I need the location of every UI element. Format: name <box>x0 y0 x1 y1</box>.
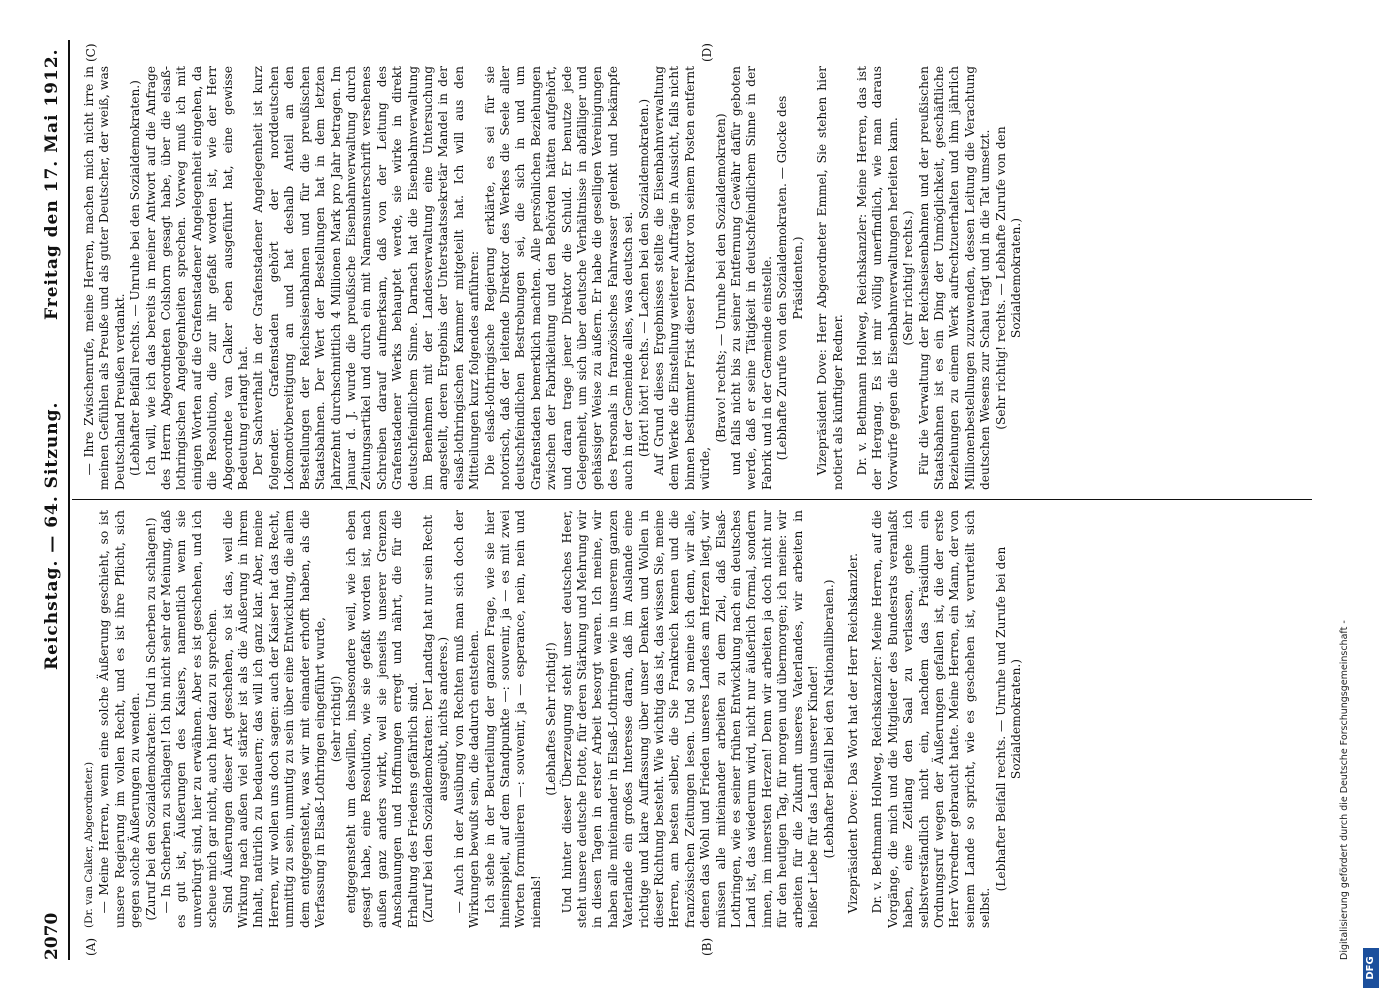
paragraph: — Meine Herren, wenn eine solche Äußerung geschieht, so ist unsere Regierung im vollen Recht, und es ist ihre Pflicht, sich gegen solche Äußerungen zu wenden. <box>97 510 143 928</box>
paragraph: und falls nicht bis zu seiner Entfernung Gewähr dafür geboten werde, daß er seine Tätigkeit in deutschfeindlichem Sinne in der Fabrik und in der Gemeinde einstelle. <box>729 66 774 490</box>
interjection: (Lebhafter Beifall bei den Nationalliberalen.) <box>821 579 836 859</box>
interjection: (sehr richtig!) <box>328 675 343 763</box>
interjection: (Sehr richtig! rechts. — Lebhafte Zurufe von den Sozialdemokraten.) <box>993 126 1023 430</box>
margin-mark-d: (D) <box>700 43 714 62</box>
interjection: (Lebhafter Beifall rechts. — Unruhe bei den Sozialdemokraten.) <box>128 80 143 476</box>
header-rule <box>68 40 70 960</box>
paragraph: Für die Verwaltung der Reichseisenbahnen und der preußischen Staatsbahnen ist es ein Ding der Unmöglichkeit, geschäftliche Beziehungen zu einem Werk aufrechtzuerhalten und ihm jährlich Millionenbestellungen zuzuwenden, dessen Leitung die Verachtung deutschen Wesens zur Schau trägt und in die Tat umsetzt. <box>916 66 993 490</box>
interjection: (Sehr richtig! rechts.) <box>901 210 916 346</box>
page-number: 2070 <box>42 912 62 960</box>
header-right-title: Freitag den 17. Mai 1912. <box>42 48 62 320</box>
paragraph: Auf Grund dieses Ergebnisses stellte die Eisenbahnverwaltung dem Werke die Einstellung weiterer Aufträge in Aussicht, falls nicht binnen bestimmter Frist dieser Direktor von seinem Posten entfernt würde, <box>652 66 713 490</box>
interjection: (Lebhafter Beifall rechts. — Unruhe und Zurufe bei den Sozialdemokraten.) <box>993 546 1023 892</box>
president-statement: Vizepräsident Dove: Herr Abgeordneter Emmel, Sie stehen hier notiert als künftiger Redner. <box>815 66 845 490</box>
left-column <box>82 510 1312 928</box>
paragraph: Die elsaß-lothringische Regierung erklärte, es sei für sie notorisch, daß der leitende Direktor des Werkes die Seele aller deutschfeindlichen Bestrebungen sei, die sich in und um Grafenstaden bemerklich machten. Alle persönlichen Beziehungen zwischen der Fabrikleitung und den Behörden hätten aufgehört, und daran trage jener Direktor die Schuld. Er benutze jede Gelegenheit, um sich über deutsche Verhältnisse in abfälliger und gehässiger Weise zu äußern. Er habe die geselligen Vereinigungen des Personals in französisches Fahrwasser gelenkt und bekämpfe auch in der Gemeinde alles, was deutsch sei. <box>482 66 636 490</box>
header-left-title: Reichstag. — 64. Sitzung. <box>42 401 62 670</box>
speaker-note: (Dr. van Calker, Abgeordneter.) <box>83 761 95 928</box>
margin-mark-a: (A) <box>84 937 98 956</box>
paragraph: Sind Äußerungen dieser Art geschehen, so ist das, weil die Wirkung nach außen viel stärker ist als die Äußerung in ihrem Inhalt, natürlich zu bedauern; das will ich ganz klar. Aber, meine Herren, wir wollen uns doch sagen: auch der Kaiser hat das Recht, unmittig zu sein, unmutig zu sein über eine Entwicklung, die allem dem entgegensteht, was wir mit einander erhofft haben, als die Verfassung in Elsaß-Lothringen eingeführt wurde, <box>220 510 328 928</box>
page-header <box>42 40 70 960</box>
president-statement: Vizepräsident Dove: Das Wort hat der Herr Reichskanzler. <box>845 553 860 914</box>
margin-mark-c: (C) <box>84 43 98 62</box>
interjection: (Zuruf bei den Sozialdemokraten: Und in Scherben zu schlagen!) <box>143 517 158 921</box>
paragraph: Der Sachverhalt in der Grafenstadener Angelegenheit ist kurz folgender. Grafenstaden gehört der norddeutschen Lokomotivbereitigung an und hat deshalb Anteil an den Bestellungen der Reichseisenbahnen und für die preußischen Staatsbahnen. Der Wert der Bestellungen hat in dem letzten Jahrzehnt durchschnittlich 4 Millionen Mark pro Jahr betragen. Im Januar d. J. wurde die preußische Eisenbahnverwaltung durch Zeitungsartikel und durch ein mit Namensunterschrift versehenes Schreiben darauf aufmerksam, daß von der Leitung des Grafenstadener Werks behauptet werde, sie wirke in direkt deutschfeindlichem Sinne. Darnach hat die Eisenbahnverwaltung im Benehmen mit der Landesverwaltung eine Untersuchung angestellt, deren Ergebnis der Unterstaatssekretär Mandel in der elsaß-lothringischen Kammer mitgeteilt hat. Ich will aus den Mitteilungen kurz folgendes anführen: <box>251 66 482 490</box>
chancellor-speech: Dr. v. Bethmann Hollweg, Reichskanzler: Meine Herren, das ist der Hergang. Es ist mir völlig unerfindlich, wie man daraus Vorwürfe gegen die Eisenbahnverwaltungen herleiten kann. <box>854 66 900 490</box>
margin-mark-b: (B) <box>700 937 714 956</box>
column-divider <box>72 499 1312 500</box>
paragraph: — Auch in der Ausübung von Rechten muß man sich doch der Wirkungen bewußt sein, die dadurch entstehen. <box>451 510 482 928</box>
paragraph: Ich stehe in der Beurteilung der ganzen Frage, wie sie hier hineinspielt, auf dem Standpunkte —: souvenir, ja — es mit zwei Worten formulieren —: souvenir, ja — esperance, nein, nein und niemals! <box>482 510 543 928</box>
paragraph: entgegensteht um deswillen, insbesondere weil, wie ich eben gesagt habe, eine Resolution, wie sie gefaßt worden ist, nach außen ganz anders wirkt, weil sie jenseits unserer Grenzen Anschauungen und Hoffnungen erregt und nährt, die für die Erhaltung des Friedens gefährlich sind. <box>343 510 420 928</box>
digitization-note: Digitalisierung gefördert durch die Deutsche Forschungsgemeinschaft - <box>1339 620 1350 960</box>
interjection: (Lebhafte Zurufe von den Sozialdemokraten. — Glocke des Präsidenten.) <box>775 95 805 461</box>
paragraph: — Ihre Zwischenrufe, meine Herren, machen mich nicht irre in meinen Gefühlen als Preuße und als guter Deutscher, der weiß, was Deutschland Preußen verdankt. <box>82 66 127 490</box>
chancellor-speech: Dr. v. Bethmann Hollweg, Reichskanzler: Meine Herren, auf die Vorgänge, die mich und die Mitglieder des Bundesrats veranlaßt haben, eine Zeitlang den Saal zu verlassen, gehe ich selbstverständlich nicht ein, nachdem das Präsidium ein Ordnungsruf wegen der Äußerungen gefallen ist, die der erste Herr Vorredner gebraucht hatte. Meine Herren, ein Mann, der von seinem Lande so spricht, wie es geschehen ist, verurteilt sich selbst. <box>870 510 993 928</box>
interjection: (Lebhaftes Sehr richtig!) <box>544 642 559 796</box>
right-column <box>82 66 1312 490</box>
paragraph: — In Scherben zu schlagen! Ich bin nicht sehr der Meinung, daß es gut ist, Äußerungen des Kaisers, namentlich wenn sie unverbürgt sind, hier zu erwähnen. Aber es ist geschehen, und ich scheue mich gar nicht, auch hier dazu zu sprechen. <box>159 510 220 928</box>
interjection: (Zuruf bei den Sozialdemokraten: Der Landtag hat nur sein Recht ausgeübt, nichts anderes.) <box>420 514 451 924</box>
interjection: (Hört! hört! rechts. — Lachen bei den Sozialdemokraten.) <box>636 98 651 458</box>
paragraph: Ich will, wie ich das bereits in meiner Antwort auf die Anfrage des Herrn Abgeordneten Colshorn gesagt habe, über die elsaß-lothringischen Angelegenheiten sprechen. Vorweg muß ich mit einigen Worten auf die Grafenstadener Angelegenheit eingehen, da die Resolution, die zur ihr gefaßt worden ist, wie der Herr Abgeordnete van Calker eben ausgeführt hat, eine gewisse Bedeutung erlangt hat. <box>143 66 251 490</box>
paragraph: Und hinter dieser Überzeugung steht unser deutsches Heer, steht unsere deutsche Flotte, für deren Stärkung und Mehrung wir in diesen Tagen in erster Arbeit besorgt waren. Ich meine, wir haben alle miteinander in Elsaß-Lothringen wie in unserem ganzen Vaterlande ein großes Interesse daran, daß im Auslande eine richtige und klare Auffassung über unser Denken und Wollen in dieser Richtung besteht. Wie wichtig das ist, das wissen Sie, meine Herren, am besten selber, die Sie Frankreich kennen und die französischen Zeitungen lesen. Und so meine ich denn, wir alle, denen das Wohl und Frieden unseres Landes am Herzen liegt, wir müssen alle miteinander arbeiten zu dem Ziel, daß Elsaß-Lothringen, wie es seiner frühen Entwicklung nach ein deutsches Land ist, das wiederum wird, nicht nur äußerlich formal, sondern innen, im innersten Herzen! Denn wir arbeiten ja doch nicht nur für den heutigen Tag, für morgen und übermorgen; ich meine: wir arbeiten für die Zukunft unseres Vaterlandes, wir arbeiten in heißer Liebe für das Land unserer Kinder! <box>559 510 821 928</box>
interjection: (Bravo! rechts; — Unruhe bei den Sozialdemokraten) <box>713 113 728 443</box>
dfg-logo: DFG <box>1363 948 1379 988</box>
